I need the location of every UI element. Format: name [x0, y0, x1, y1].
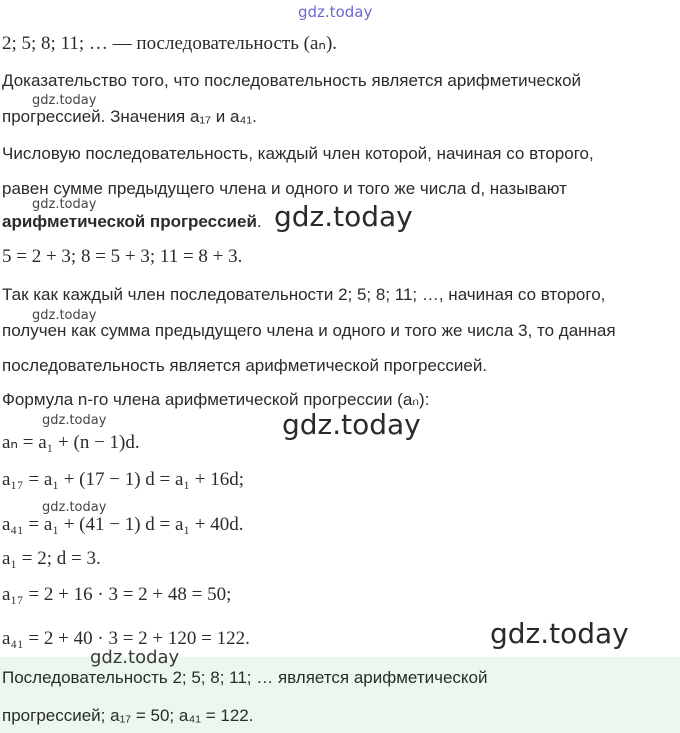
watermark: gdz.today [274, 200, 413, 233]
definition-line: Числовую последовательность, каждый член которой, начиная со второго, [2, 144, 594, 163]
task-line: прогрессией. Значения a₁₇ и a₄₁. [2, 107, 257, 126]
formula-heading: Формула n-го члена арифметической прогрессии (aₙ): [2, 390, 430, 409]
watermark: gdz.today [298, 3, 373, 21]
check-equations: 5 = 2 + 3; 8 = 5 + 3; 11 = 8 + 3. [2, 246, 243, 267]
explanation-line: получен как сумма предыдущего члена и одного и того же числа 3, то данная [2, 321, 616, 340]
task-line: Доказательство того, что последовательность является арифметической [2, 71, 582, 90]
formula: a₁₇ = a₁ + (17 − 1) d = a₁ + 16d; [2, 469, 245, 490]
answer-line: Последовательность 2; 5; 8; 11; … является арифметической [2, 668, 488, 687]
definition-line: равен сумме предыдущего члена и одного и того же числа d, называют [2, 179, 567, 198]
formula: aₙ = a₁ + (n − 1)d. [2, 432, 140, 453]
watermark: gdz.today [42, 500, 107, 515]
watermark: gdz.today [32, 93, 97, 108]
watermark: gdz.today [282, 408, 421, 441]
explanation-line: Так как каждый член последовательности 2; 5; 8; 11; …, начиная со второго, [2, 285, 606, 304]
watermark: gdz.today [32, 308, 97, 323]
explanation-line: последовательность является арифметической прогрессией. [2, 356, 488, 375]
definition-term: арифметической прогрессией. [2, 212, 262, 231]
watermark: gdz.today [90, 647, 180, 668]
formula: a₄₁ = a₁ + (41 − 1) d = a₁ + 40d. [2, 514, 244, 535]
watermark: gdz.today [490, 617, 629, 650]
calculation: a₁₇ = 2 + 16 · 3 = 2 + 48 = 50; [2, 584, 232, 605]
sequence-statement: 2; 5; 8; 11; … — последовательность (aₙ). [2, 33, 338, 54]
answer-line: прогрессией; a₁₇ = 50; a₄₁ = 122. [2, 706, 254, 725]
watermark: gdz.today [32, 197, 97, 212]
watermark: gdz.today [42, 413, 107, 428]
given-values: a₁ = 2; d = 3. [2, 548, 101, 569]
calculation: a₄₁ = 2 + 40 · 3 = 2 + 120 = 122. [2, 628, 250, 649]
